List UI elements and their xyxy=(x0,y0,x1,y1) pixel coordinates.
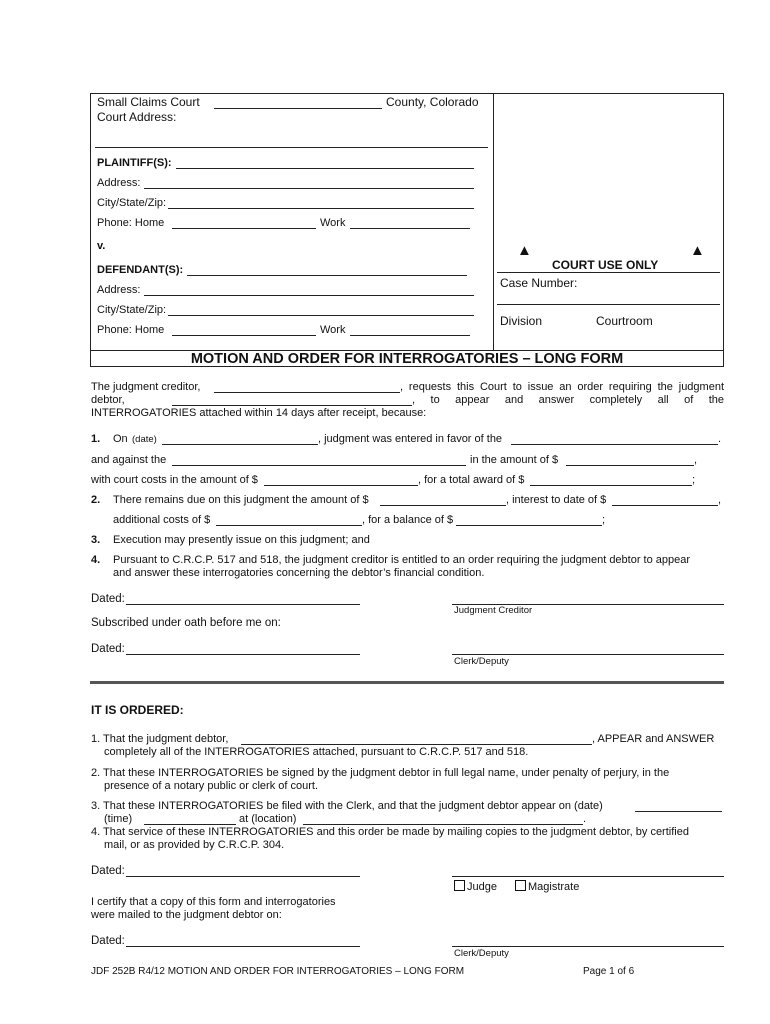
division-label: Division xyxy=(500,314,543,328)
court-use-rule xyxy=(497,272,720,273)
plaintiff-work-field[interactable] xyxy=(350,215,470,229)
plaintiff-address-field[interactable] xyxy=(144,175,474,189)
section-divider xyxy=(90,681,724,684)
court-use-only-label: COURT USE ONLY xyxy=(552,258,659,272)
court-costs-label: with court costs in the amount of $ xyxy=(91,474,258,486)
court-label: Small Claims Court xyxy=(97,95,200,109)
motion-dated-field[interactable] xyxy=(126,591,360,605)
plaintiff-city-field[interactable] xyxy=(168,195,474,209)
order-2-text-a: 2. That these INTERROGATORIES be signed by the judgment debtor in full legal name, under penalty of perjury, in the xyxy=(91,767,670,779)
total-award-label: , for a total award of $ xyxy=(418,474,525,486)
defendants-label: DEFENDANT(S): xyxy=(97,264,184,276)
item-1-on: On xyxy=(113,433,128,445)
form-title: MOTION AND ORDER FOR INTERROGATORIES – LONG FORM xyxy=(190,351,624,367)
judgment-date-field[interactable] xyxy=(162,431,318,445)
motion-dated-label: Dated: xyxy=(91,593,125,605)
order-location-field[interactable] xyxy=(303,811,583,825)
certify-dated-label: Dated: xyxy=(91,935,125,947)
interest-field[interactable] xyxy=(612,492,718,506)
defendant-city-label: City/State/Zip: xyxy=(97,304,167,316)
order-location-period: . xyxy=(583,813,587,825)
subscribed-dated-label: Dated: xyxy=(91,643,125,655)
defendant-city-field[interactable] xyxy=(168,302,474,316)
balance-semicolon: ; xyxy=(602,514,606,526)
clerk-signature-field-2[interactable] xyxy=(452,933,724,947)
footer-form-id: JDF 252B R4/12 MOTION AND ORDER FOR INTERROGATORIES – LONG FORM xyxy=(91,966,465,977)
court-address-label: Court Address: xyxy=(97,110,177,124)
item-4-number: 4. xyxy=(91,554,101,566)
plaintiff-phone-home-label: Phone: Home xyxy=(97,217,165,229)
order-1-text-c: completely all of the INTERROGATORIES attached, pursuant to C.R.C.P. 517 and 518. xyxy=(104,746,529,758)
balance-field[interactable] xyxy=(456,512,602,526)
subscribed-label: Subscribed under oath before me on: xyxy=(91,617,281,629)
item-4-text-b: and answer these interrogatories concerning the debtor’s financial condition. xyxy=(113,567,485,579)
interest-comma: , xyxy=(718,494,722,506)
order-3-text-a: 3. That these INTERROGATORIES be filed with the Clerk, and that the judgment debtor appear on (date) xyxy=(91,800,603,812)
item-1-period: . xyxy=(718,433,722,445)
subscribed-dated-field[interactable] xyxy=(126,641,360,655)
judgment-creditor-field[interactable] xyxy=(214,379,400,393)
order-4-text-b: mail, or as provided by C.R.C.P. 304. xyxy=(104,839,285,851)
plaintiffs-field[interactable] xyxy=(176,155,474,169)
interest-label: , interest to date of $ xyxy=(506,494,607,506)
county-label: County, Colorado xyxy=(386,95,479,109)
versus-label: v. xyxy=(97,240,106,252)
magistrate-checkbox[interactable] xyxy=(515,880,526,891)
order-time-field[interactable] xyxy=(144,811,236,825)
against-field[interactable] xyxy=(172,452,466,466)
judgment-amount-field[interactable] xyxy=(566,452,694,466)
clerk-deputy-caption-2: Clerk/Deputy xyxy=(454,948,509,959)
defendant-phone-home-field[interactable] xyxy=(172,322,316,336)
order-1-text-b: , APPEAR and ANSWER xyxy=(592,733,715,745)
judge-signature-field[interactable] xyxy=(452,863,724,877)
judge-option[interactable] xyxy=(454,880,497,893)
clerk-deputy-caption-1: Clerk/Deputy xyxy=(454,656,509,667)
plaintiff-phone-home-field[interactable] xyxy=(172,215,316,229)
footer-page-number: Page 1 of 6 xyxy=(583,966,635,977)
judgment-favor-field[interactable] xyxy=(511,431,718,445)
item-3-text: Execution may presently issue on this judgment; and xyxy=(113,534,370,546)
order-time-label: (time) xyxy=(104,813,133,825)
intro-within-text: INTERROGATORIES attached within 14 days after receipt, because: xyxy=(91,407,427,419)
case-number-label: Case Number: xyxy=(500,276,578,290)
magistrate-label: Magistrate xyxy=(528,881,580,893)
intro-appear-text: , to appear and answer completely all of the xyxy=(412,394,724,406)
judgment-debtor-field[interactable] xyxy=(172,392,412,406)
total-semicolon: ; xyxy=(692,474,696,486)
certify-text-a: I certify that a copy of this form and interrogatories xyxy=(91,896,336,908)
defendant-work-field[interactable] xyxy=(350,322,470,336)
item-3-number: 3. xyxy=(91,534,101,546)
court-costs-field[interactable] xyxy=(264,472,418,486)
item-1-entered: , judgment was entered in favor of the xyxy=(318,433,503,445)
additional-costs-label: additional costs of $ xyxy=(113,514,211,526)
against-label: and against the xyxy=(91,454,167,466)
defendant-phone-home-label: Phone: Home xyxy=(97,324,165,336)
creditor-signature-field[interactable] xyxy=(452,591,724,605)
order-debtor-field[interactable] xyxy=(241,731,592,745)
item-1-date-label: (date) xyxy=(132,434,157,445)
amount-comma: , xyxy=(694,454,698,466)
order-dated-field[interactable] xyxy=(126,863,360,877)
plaintiff-work-label: Work xyxy=(320,217,346,229)
balance-label: , for a balance of $ xyxy=(362,514,454,526)
additional-costs-field[interactable] xyxy=(216,512,362,526)
court-address-field[interactable] xyxy=(95,134,488,148)
triangle-left-icon: ▲ xyxy=(517,242,532,259)
plaintiffs-label: PLAINTIFF(S): xyxy=(97,157,172,169)
item-2-number: 2. xyxy=(91,494,101,506)
clerk-signature-field-1[interactable] xyxy=(452,641,724,655)
defendant-address-field[interactable] xyxy=(144,282,474,296)
intro-requests-text: , requests this Court to issue an order requiring the judgment xyxy=(400,381,724,393)
order-date-field[interactable] xyxy=(635,798,722,812)
county-field[interactable] xyxy=(214,95,382,109)
amount-of-label: in the amount of $ xyxy=(470,454,559,466)
order-heading: IT IS ORDERED: xyxy=(91,703,184,717)
judge-label: Judge xyxy=(467,881,497,893)
order-4-text-a: 4. That service of these INTERROGATORIES and this order be made by mailing copies to the judgment debtor, by certified xyxy=(91,826,689,838)
plaintiff-city-label: City/State/Zip: xyxy=(97,197,167,209)
magistrate-option[interactable] xyxy=(515,880,579,893)
order-location-label: at (location) xyxy=(239,813,297,825)
certify-text-b: were mailed to the judgment debtor on: xyxy=(91,909,282,921)
item-1-number: 1. xyxy=(91,433,101,445)
certify-dated-field[interactable] xyxy=(126,933,360,947)
item-4-text-a: Pursuant to C.R.C.P. 517 and 518, the judgment creditor is entitled to an order requiring the judgment debtor to appear xyxy=(113,554,691,566)
triangle-right-icon: ▲ xyxy=(690,242,705,259)
order-2-text-b: presence of a notary public or clerk of court. xyxy=(104,780,318,792)
remains-due-label: There remains due on this judgment the amount of $ xyxy=(113,494,369,506)
intro-creditor-label: The judgment creditor, xyxy=(91,381,201,393)
order-dated-label: Dated: xyxy=(91,865,125,877)
judgment-creditor-caption: Judgment Creditor xyxy=(454,605,533,616)
courtroom-label: Courtroom xyxy=(596,314,653,328)
judge-checkbox[interactable] xyxy=(454,880,465,891)
defendants-field[interactable] xyxy=(187,262,467,276)
case-number-rule xyxy=(497,304,720,305)
intro-debtor-label: debtor, xyxy=(91,394,125,406)
caption-divider xyxy=(493,93,494,351)
defendant-work-label: Work xyxy=(320,324,346,336)
defendant-address-label: Address: xyxy=(97,284,141,296)
order-1-text-a: 1. That the judgment debtor, xyxy=(91,733,229,745)
total-award-field[interactable] xyxy=(530,472,692,486)
plaintiff-address-label: Address: xyxy=(97,177,141,189)
remains-due-field[interactable] xyxy=(380,492,506,506)
